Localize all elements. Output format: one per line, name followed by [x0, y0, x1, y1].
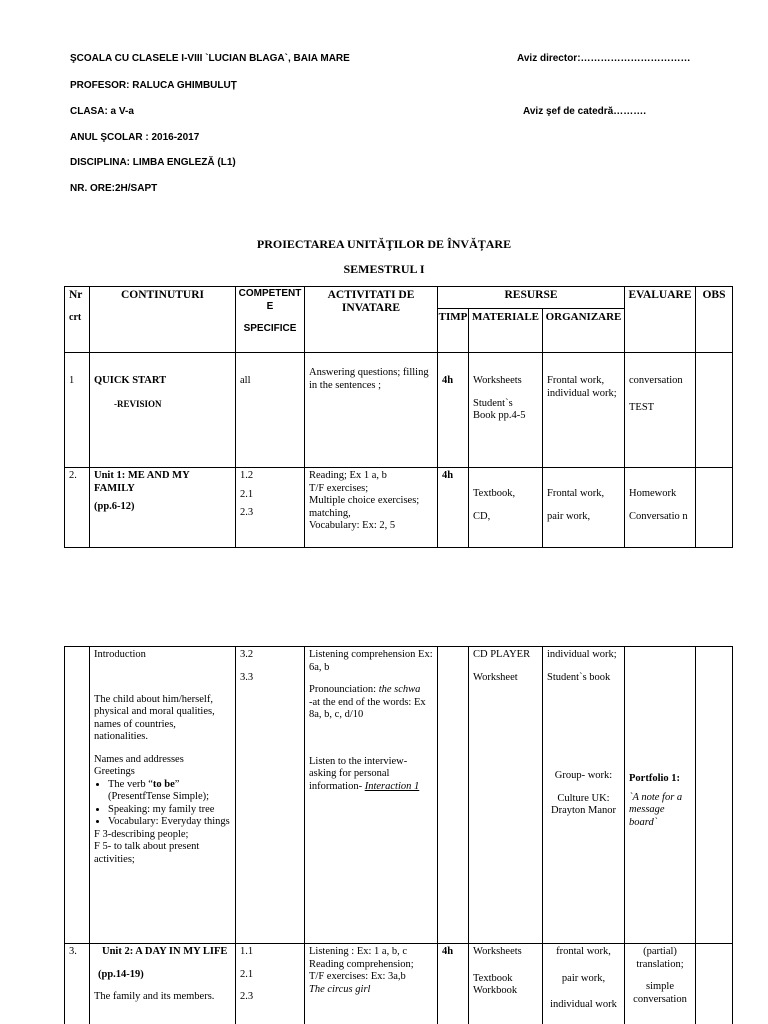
school-year: ANUL ŞCOLAR : 2016-2017	[70, 132, 200, 143]
time-header: TIMP	[438, 309, 469, 353]
row-time: 4h	[438, 353, 469, 468]
row-content: Unit 2: A DAY IN MY LIFE (pp.14-19) The family and its members.	[90, 944, 236, 1024]
table-row	[65, 647, 733, 944]
row-competences: 3.2 3.3	[236, 647, 305, 944]
head-approval: Aviz şef de catedră……….	[523, 106, 647, 117]
row-organization: frontal work, pair work, individual work	[543, 944, 625, 1024]
table-continuation-wrapper	[0, 646, 768, 1024]
row-competences: all	[236, 353, 305, 468]
row-evaluation: conversation TEST	[625, 353, 696, 468]
materials-header: MATERIALE	[469, 309, 543, 353]
school-name: ŞCOALA CU CLASELE I-VIII `LUCIAN BLAGA`, BAIA MARE	[70, 53, 350, 64]
row-materials: Textbook, CD,	[469, 468, 543, 548]
row-competences: 1.2 2.1 2.3	[236, 468, 305, 548]
row-number: 3.	[65, 944, 90, 1024]
content-header: CONTINUTURI	[90, 287, 236, 353]
table-row	[65, 468, 733, 548]
row-organization: Frontal work, pair work,	[543, 468, 625, 548]
obs-header: OBS	[696, 287, 733, 353]
page-title: PROIECTAREA UNITĂŢILOR DE ÎNVĂȚARE	[256, 237, 512, 251]
table-row	[65, 353, 733, 468]
row-obs	[696, 353, 733, 468]
row-materials: Worksheets Textbook Workbook	[469, 944, 543, 1024]
row-time	[438, 647, 469, 944]
hours-label: NR. ORE:2H/SAPT	[70, 183, 158, 194]
row-obs	[696, 647, 733, 944]
row-number: 1	[65, 353, 90, 468]
class-label: CLASA: a V-a	[70, 106, 134, 117]
units-table-continued	[64, 646, 733, 1024]
row-organization: Frontal work, individual work;	[543, 353, 625, 468]
organization-header: ORGANIZARE	[543, 309, 625, 353]
row-obs	[696, 944, 733, 1024]
row-time: 4h	[438, 468, 469, 548]
director-approval: Aviz director:……………………………	[517, 53, 691, 64]
row-activities: Reading; Ex 1 a, b T/F exercises; Multiple choice exercises; matching, Vocabulary: Ex: 2, 5	[305, 468, 438, 548]
row-evaluation: Portfolio 1: `A note for a message board`	[625, 647, 696, 944]
units-table	[64, 286, 733, 548]
row-activities: Answering questions; filling in the sentences ;	[305, 353, 438, 468]
row-evaluation: (partial) translation; simple conversation	[625, 944, 696, 1024]
row-materials: CD PLAYER Worksheet	[469, 647, 543, 944]
row-time: 4h	[438, 944, 469, 1024]
row-competences: 1.1 2.1 2.3	[236, 944, 305, 1024]
semester-title: SEMESTRUL I	[343, 262, 425, 276]
table-row	[65, 944, 733, 1024]
subject-label: DISCIPLINA: LIMBA ENGLEZĂ (L1)	[70, 157, 236, 168]
evaluation-header: EVALUARE	[625, 287, 696, 353]
row-activities: Listening : Ex: 1 a, b, c Reading comprehension; T/F exercises: Ex: 3a,b The circus girl	[305, 944, 438, 1024]
row-number: 2.	[65, 468, 90, 548]
row-obs	[696, 468, 733, 548]
resources-header: RESURSE	[438, 287, 625, 309]
row-content: Introduction The child about him/herself, physical and moral qualities, names of countries, nationalities. Names and addresses Greetings • The verb “to be” (PresentfTense Simple); • Speaking: my family tree • Vocabulary: Everyday things F 3-describing people; F 5- to talk about present activities;	[90, 647, 236, 944]
row-number	[65, 647, 90, 944]
teacher-name: PROFESOR: RALUCA GHIMBULUȚ	[70, 80, 237, 91]
row-evaluation: Homework Conversatio n	[625, 468, 696, 548]
competences-header: COMPETENT E SPECIFICE	[236, 287, 305, 353]
nr-header: Nr crt	[65, 287, 90, 353]
row-activities: Listening comprehension Ex: 6a, b Pronounciation: the schwa -at the end of the words: Ex 8a, b, c, d/10 Listen to the interview- asking for personal information- Interaction 1	[305, 647, 438, 944]
row-content: Unit 1: ME AND MY FAMILY (pp.6-12)	[90, 468, 236, 548]
row-materials: Worksheets Student`s Book pp.4-5	[469, 353, 543, 468]
activities-header: ACTIVITATI DE INVATARE	[305, 287, 438, 353]
row-content: QUICK START -REVISION	[90, 353, 236, 468]
row-organization: individual work; Student`s book Group- work: Culture UK: Drayton Manor	[543, 647, 625, 944]
